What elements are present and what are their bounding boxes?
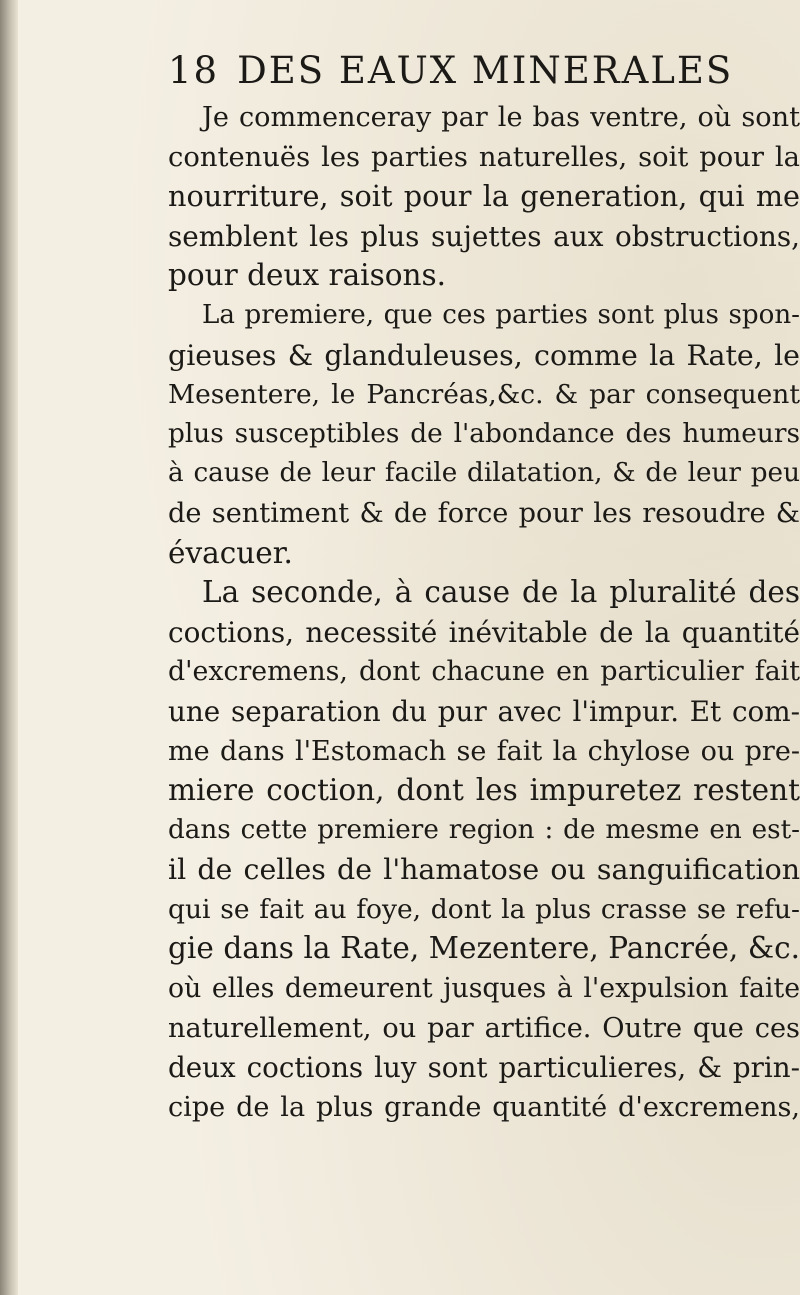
text-line: La premiere, que ces parties sont plus spon- <box>202 299 800 330</box>
page-text <box>168 44 800 1127</box>
text-line: coctions, necessité inévitable de la quantité <box>168 615 800 649</box>
text-line: deux coctions luy sont particulieres, & prin- <box>168 1051 800 1085</box>
text-line: gieuses & glanduleuses, comme la Rate, le <box>168 338 800 372</box>
running-header <box>168 44 800 98</box>
text-line: de sentiment & de force pour les resoudre & <box>168 497 800 529</box>
text-line: Mesentere, le Pancréas,&c. & par consequent <box>168 379 800 411</box>
text-line: dans cette premiere region : de mesme en est- <box>168 814 800 845</box>
paragraph-3 <box>168 573 800 1127</box>
text-line: La seconde, à cause de la pluralité des <box>202 575 800 610</box>
text-line: qui se fait au foye, dont la plus crasse se refu- <box>168 893 800 925</box>
text-line: naturellement, ou par artifice. Outre que ces <box>168 1012 800 1044</box>
text-line: à cause de leur facile dilatation, & de leur peu <box>168 458 800 489</box>
text-line: une separation du pur avec l'impur. Et com- <box>168 694 800 728</box>
text-line: nourriture, soit pour la generation, qui me <box>168 179 800 214</box>
paragraph-1 <box>168 98 800 296</box>
text-line: plus susceptibles de l'abondance des humeurs <box>168 418 800 449</box>
text-line: gie dans la Rate, Mezentere, Pancrée, &c. <box>168 931 800 966</box>
paragraph-2 <box>168 296 800 573</box>
text-line: miere coction, dont les impuretez restent <box>168 773 800 808</box>
page-number: 18 <box>168 49 220 92</box>
book-gutter <box>0 0 18 1295</box>
text-line: cipe de la plus grande quantité d'excremens, <box>168 1091 800 1123</box>
body-text <box>168 98 800 1127</box>
text-line: évacuer. <box>168 535 293 570</box>
text-line: contenuës les parties naturelles, soit pour la <box>168 141 800 173</box>
text-line: il de celles de l'hamatose ou sanguification <box>168 853 800 887</box>
text-line: Je commenceray par le bas ventre, où sont <box>202 102 800 133</box>
text-line: où elles demeurent jusques à l'expulsion faite <box>168 973 800 1005</box>
text-line: me dans l'Estomach se fait la chylose ou pre- <box>168 735 800 767</box>
text-line: pour deux raisons. <box>168 258 447 293</box>
text-line: semblent les plus sujettes aux obstructions, <box>168 219 800 253</box>
text-line: d'excremens, dont chacune en particulier fait <box>168 656 800 688</box>
book-page <box>18 0 800 1295</box>
running-title: DES EAUX MINERALES <box>237 49 734 92</box>
